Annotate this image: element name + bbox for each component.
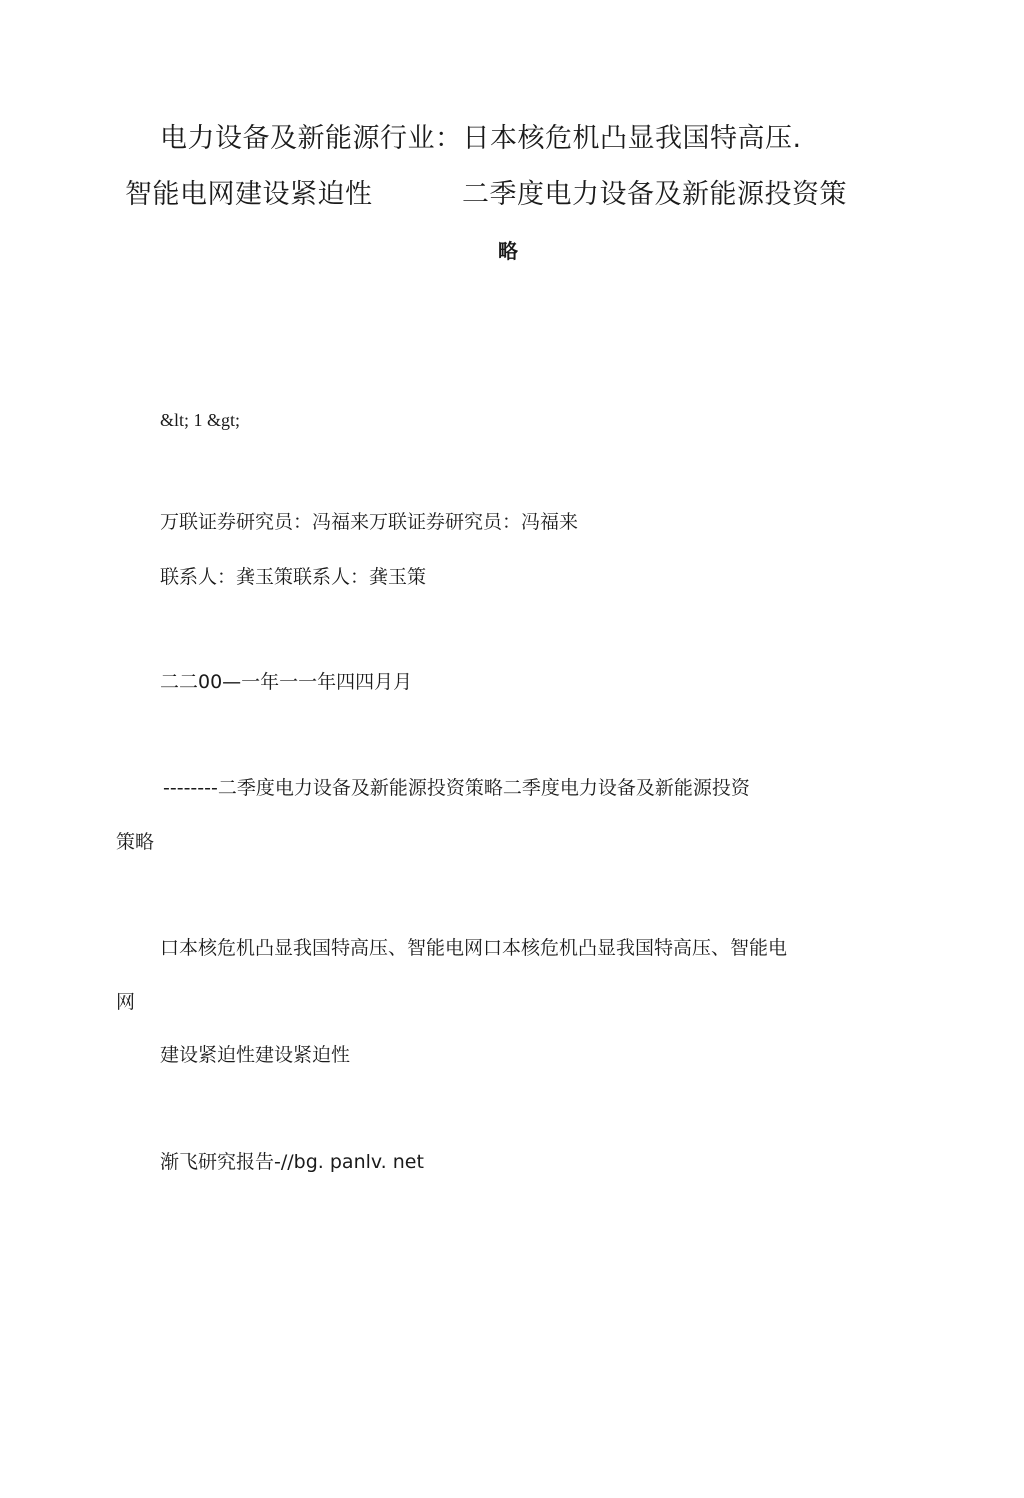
- source-line: 渐飞研究报告-//bg. panlv. net: [160, 1151, 424, 1173]
- contact-line: 联系人：龚玉策联系人：龚玉策: [160, 566, 427, 588]
- title-line-2-right: 二季度电力设备及新能源投资策: [462, 179, 847, 210]
- strategy-line-1: --------二季度电力设备及新能源投资策略二季度电力设备及新能源投资: [163, 777, 750, 799]
- title-line-2-left: 智能电网建设紧迫性: [125, 179, 373, 210]
- title-line-3: 略: [498, 239, 518, 263]
- author-line: 万联证券研究员：冯福来万联证券研究员：冯福来: [160, 511, 579, 533]
- subtitle-line-2: 网: [116, 991, 136, 1013]
- strategy-line-2: 策略: [116, 831, 155, 853]
- subtitle-line-1: 口本核危机凸显我国特高压、智能电网口本核危机凸显我国特高压、智能电: [160, 937, 788, 959]
- date-line: 二二00—一年一一年四四月月: [160, 671, 413, 693]
- subtitle-line-3: 建设紧迫性建设紧迫性: [160, 1044, 351, 1066]
- page-marker: &lt; 1 &gt;: [160, 410, 241, 430]
- title-line-1: 电力设备及新能源行业：日本核危机凸显我国特高压.: [160, 123, 802, 154]
